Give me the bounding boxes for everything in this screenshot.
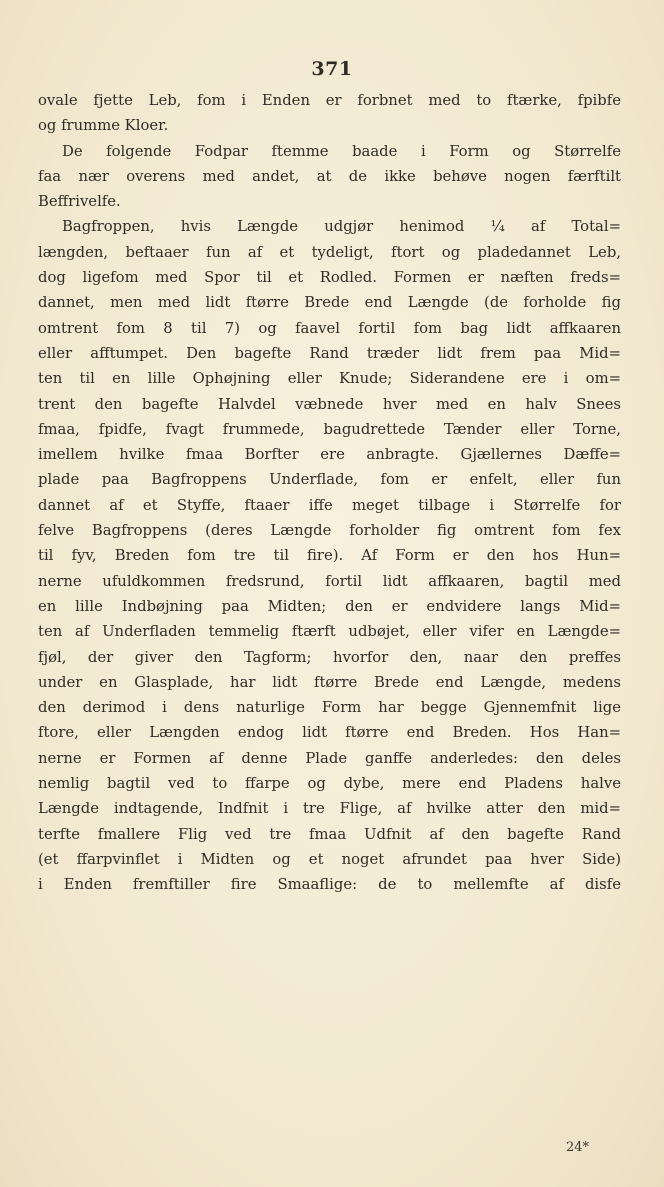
text-line: plade paa Bagfroppens Underflade, fom er enfelt, eller fun xyxy=(38,471,621,489)
text-line: ten til en lille Ophøjning eller Knude; Siderandene ere i om= xyxy=(38,370,621,388)
text-line: ten af Underfladen temmelig ftærft udbøjet, eller vifer en Længde= xyxy=(38,623,621,641)
text-line: (et ffarpvinflet i Midten og et noget afrundet paa hver Side) xyxy=(38,850,621,868)
page-number: 371 xyxy=(311,58,353,80)
text-line: Beffrivelfe. xyxy=(38,193,121,211)
body-text xyxy=(38,88,621,898)
text-line: under en Glasplade, har lidt ftørre Brede end Længde, medens xyxy=(38,673,621,691)
text-line: nerne er Formen af denne Plade ganffe anderledes: den deles xyxy=(38,749,621,767)
text-line: De folgende Fodpar ftemme baade i Form og Størrelfe xyxy=(62,142,621,160)
text-line: en lille Indbøjning paa Midten; den er endvidere langs Mid= xyxy=(38,597,621,615)
text-line: i Enden fremftiller fire Smaaflige: de to mellemfte af disfe xyxy=(38,876,621,894)
text-line: dannet, men med lidt ftørre Brede end Længde (de forholde fig xyxy=(38,294,621,312)
text-line: og frumme Kloer. xyxy=(38,117,169,135)
text-line: imellem hvilke fmaa Borfter ere anbragte. Gjællernes Dæffe= xyxy=(38,446,621,464)
printer-signature-mark: 24* xyxy=(566,1140,590,1155)
text-line: faa nær overens med andet, at de ikke behøve nogen færftilt xyxy=(38,167,621,185)
text-line: til fyv, Breden fom tre til fire). Af Form er den hos Hun= xyxy=(38,547,621,565)
text-line: eller afftumpet. Den bagefte Rand træder lidt frem paa Mid= xyxy=(38,344,621,362)
text-line: terfte fmallere Flig ved tre fmaa Udfnit af den bagefte Rand xyxy=(38,825,621,843)
text-line: dannet af et Styffe, ftaaer iffe meget tilbage i Størrelfe for xyxy=(38,496,621,514)
text-line: nerne ufuldkommen fredsrund, fortil lidt affkaaren, bagtil med xyxy=(38,572,621,590)
text-line: dog ligefom med Spor til et Rodled. Formen er næften freds= xyxy=(38,269,621,287)
text-line: felve Bagfroppens (deres Længde forholder fig omtrent fom fex xyxy=(38,522,621,540)
text-line: fmaa, fpidfe, fvagt frummede, bagudrettede Tænder eller Torne, xyxy=(38,420,621,438)
text-line: fjøl, der giver den Tagform; hvorfor den, naar den preffes xyxy=(38,648,621,666)
text-line: ftore, eller Længden endog lidt ftørre end Breden. Hos Han= xyxy=(38,724,621,742)
text-line: Længde indtagende, Indfnit i tre Flige, af hvilke atter den mid= xyxy=(38,800,621,818)
text-line: nemlig bagtil ved to ffarpe og dybe, mere end Pladens halve xyxy=(38,775,621,793)
text-line: den derimod i dens naturlige Form har begge Gjennemfnit lige xyxy=(38,699,621,717)
text-line: trent den bagefte Halvdel væbnede hver med en halv Snees xyxy=(38,395,621,413)
text-line: Bagfroppen, hvis Længde udgjør henimod ¼ af Total= xyxy=(62,218,621,236)
text-line: længden, beftaaer fun af et tydeligt, ftort og pladedannet Leb, xyxy=(38,243,621,261)
text-line: ovale fjette Leb, fom i Enden er forbnet med to ftærke, fpibfe xyxy=(38,92,621,109)
text-line: omtrent fom 8 til 7) og faavel fortil fom bag lidt affkaaren xyxy=(38,319,621,337)
